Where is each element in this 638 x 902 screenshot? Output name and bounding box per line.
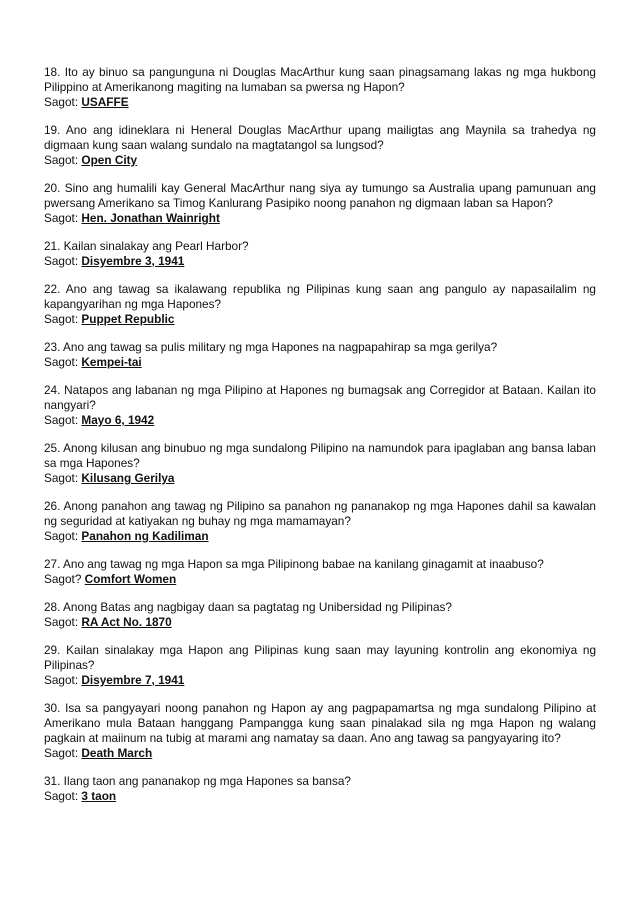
answer-label: Sagot: bbox=[44, 529, 79, 543]
qa-item-25 bbox=[44, 441, 596, 486]
answer-value: Kempei-tai bbox=[81, 355, 142, 369]
qa-item-31 bbox=[44, 774, 596, 804]
question-text: 24. Natapos ang labanan ng mga Pilipino at Hapones ng bumagsak ang Corregidor at Bataan. Kailan ito nangyari? bbox=[44, 383, 596, 412]
qa-item-22 bbox=[44, 282, 596, 327]
answer-line bbox=[44, 254, 596, 269]
answer-label: Sagot: bbox=[44, 789, 79, 803]
qa-item-30 bbox=[44, 701, 596, 761]
answer-value: USAFFE bbox=[81, 95, 129, 109]
qa-item-26 bbox=[44, 499, 596, 544]
document-page bbox=[44, 65, 596, 817]
answer-label: Sagot: bbox=[44, 746, 79, 760]
answer-label: Sagot: bbox=[44, 95, 79, 109]
answer-label: Sagot: bbox=[44, 312, 79, 326]
answer-value: Open City bbox=[81, 153, 138, 167]
answer-line bbox=[44, 95, 596, 110]
question-text: 20. Sino ang humalili kay General MacArthur nang siya ay tumungo sa Australia upang pamunuan ang pwersang Amerikano sa Timog Kanlurang Pasipiko noong panahon ng digmaan laban sa Hapon? bbox=[44, 181, 596, 210]
qa-item-18 bbox=[44, 65, 596, 110]
answer-label: Sagot: bbox=[44, 615, 79, 629]
answer-value: Death March bbox=[81, 746, 153, 760]
answer-value: Disyembre 3, 1941 bbox=[81, 254, 185, 268]
question-text: 22. Ano ang tawag sa ikalawang republika ng Pilipinas kung saan ang pangulo ay napasailalim ng kapangyarihan ng mga Hapones? bbox=[44, 282, 596, 311]
question-text: 31. Ilang taon ang pananakop ng mga Hapones sa bansa? bbox=[44, 774, 351, 788]
answer-line bbox=[44, 312, 596, 327]
qa-item-24 bbox=[44, 383, 596, 428]
question-text: 18. Ito ay binuo sa pangunguna ni Douglas MacArthur kung saan pinagsamang lakas ng mga hukbong Pilippino at Amerikanong magiting na lumaban sa pwersa ng Hapon? bbox=[44, 65, 596, 94]
answer-line bbox=[44, 153, 596, 168]
answer-label: Sagot: bbox=[44, 254, 79, 268]
question-text: 21. Kailan sinalakay ang Pearl Harbor? bbox=[44, 239, 249, 253]
question-text: 25. Anong kilusan ang binubuo ng mga sundalong Pilipino na namundok para ipaglaban ang bansa laban sa mga Hapones? bbox=[44, 441, 596, 470]
qa-item-27 bbox=[44, 557, 596, 587]
qa-item-28 bbox=[44, 600, 596, 630]
qa-item-21 bbox=[44, 239, 596, 269]
answer-value: 3 taon bbox=[81, 789, 117, 803]
answer-label: Sagot: bbox=[44, 673, 79, 687]
answer-line bbox=[44, 673, 596, 688]
question-text: 27. Ano ang tawag ng mga Hapon sa mga Pilipinong babae na kanilang ginagamit at inaabuso? bbox=[44, 557, 544, 571]
answer-line bbox=[44, 789, 596, 804]
qa-item-20 bbox=[44, 181, 596, 226]
question-text: 30. Isa sa pangyayari noong panahon ng Hapon ay ang pagpapamartsa ng mga sundalong Pilipino at Amerikano mula Bataan hanggang Pampangga kung saan pinalakad sila ng mga Hapon ng walang pagkain at maiinum na tubig at marami ang namatay sa daan. Ano ang tawag sa pangyayaring ito? bbox=[44, 701, 596, 745]
answer-label: Sagot? bbox=[44, 572, 82, 586]
answer-label: Sagot: bbox=[44, 471, 79, 485]
answer-line bbox=[44, 615, 596, 630]
answer-line bbox=[44, 746, 596, 761]
qa-item-19 bbox=[44, 123, 596, 168]
question-text: 19. Ano ang idineklara ni Heneral Douglas MacArthur upang mailigtas ang Maynila sa trahedya ng digmaan kung saan walang sundalo na magtatangol sa lungsod? bbox=[44, 123, 596, 152]
answer-value: Mayo 6, 1942 bbox=[81, 413, 155, 427]
answer-value: Hen. Jonathan Wainright bbox=[81, 211, 220, 225]
answer-label: Sagot: bbox=[44, 153, 79, 167]
question-text: 23. Ano ang tawag sa pulis military ng mga Hapones na nagpapahirap sa mga gerilya? bbox=[44, 340, 498, 354]
answer-value: RA Act No. 1870 bbox=[81, 615, 172, 629]
answer-value: Comfort Women bbox=[84, 572, 177, 586]
answer-line bbox=[44, 572, 596, 587]
answer-line bbox=[44, 211, 596, 226]
question-text: 29. Kailan sinalakay mga Hapon ang Pilipinas kung saan may layuning kontrolin ang ekonomiya ng Pilipinas? bbox=[44, 643, 596, 672]
answer-label: Sagot: bbox=[44, 355, 79, 369]
question-text: 28. Anong Batas ang nagbigay daan sa pagtatag ng Unibersidad ng Pilipinas? bbox=[44, 600, 452, 614]
answer-value: Kilusang Gerilya bbox=[81, 471, 175, 485]
qa-item-23 bbox=[44, 340, 596, 370]
answer-value: Puppet Republic bbox=[81, 312, 175, 326]
answer-value: Panahon ng Kadiliman bbox=[81, 529, 209, 543]
answer-label: Sagot: bbox=[44, 413, 79, 427]
answer-line bbox=[44, 471, 596, 486]
answer-label: Sagot: bbox=[44, 211, 79, 225]
qa-item-29 bbox=[44, 643, 596, 688]
answer-line bbox=[44, 529, 596, 544]
answer-line bbox=[44, 413, 596, 428]
answer-line bbox=[44, 355, 596, 370]
question-text: 26. Anong panahon ang tawag ng Pilipino sa panahon ng pananakop ng mga Hapones dahil sa kawalan ng seguridad at katiyakan ng buhay ng mga mamamayan? bbox=[44, 499, 596, 528]
answer-value: Disyembre 7, 1941 bbox=[81, 673, 185, 687]
